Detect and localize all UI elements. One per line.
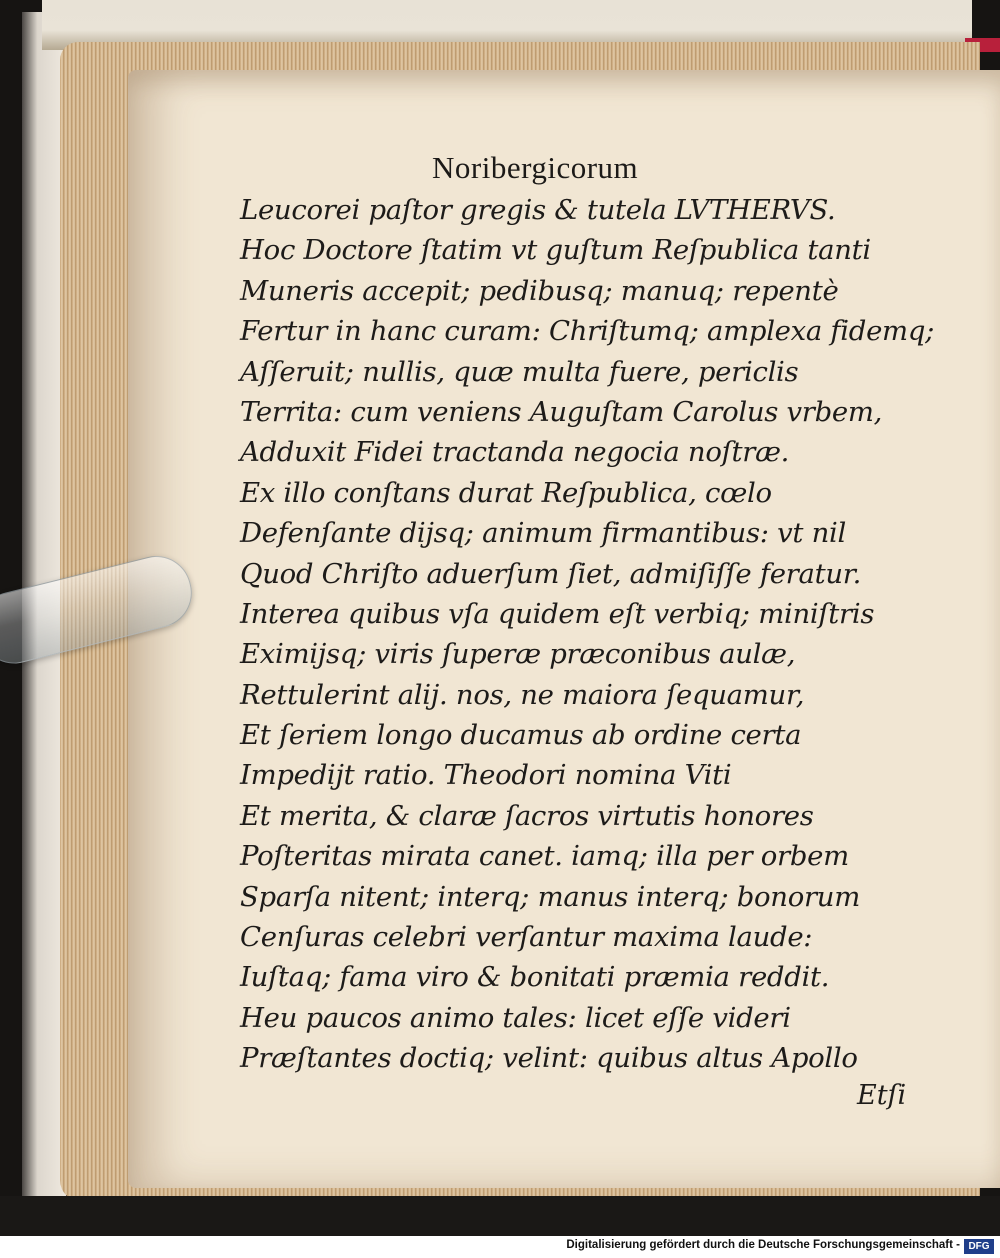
- verse-line: Ex illo conſtans durat Reſpublica, cœlo: [240, 476, 772, 509]
- scan-background-bottom: [0, 1196, 1000, 1236]
- catchword: Etſi: [857, 1080, 907, 1111]
- verse-line: Heu paucos animo tales: licet eſſe videri: [240, 1001, 791, 1034]
- verse-line: Defenſante diјsq; animum firmantibus: vt nil: [240, 517, 847, 550]
- verse-line: Hoc Doctore ſtatim vt guſtum Reſpublica tanti: [240, 234, 871, 267]
- verse-line: Interea quibus vſa quidem eſt verbiq; miniſtris: [240, 597, 875, 630]
- verse-line: Territa: cum veniens Auguſtam Carolus vrbem,: [240, 395, 883, 428]
- footer-bar: [0, 1236, 1000, 1258]
- verse-line: Aſſeruit; nullis, quæ multa fuere, periclis: [240, 355, 799, 388]
- page-running-title: Noribergicorum: [432, 150, 639, 185]
- verse-line: Impediјt ratio. Theodori nomina Viti: [240, 759, 732, 792]
- verse-line: Cenſuras celebri verſantur maxima laude:: [240, 921, 813, 954]
- verse-line: Eximiјsq; viris ſuperæ præconibus aulæ,: [240, 638, 796, 671]
- verse-line: Et merita, & claræ ſacros virtutis honores: [240, 799, 814, 832]
- verse-line: Poſteritas mirata canet. iamq; illa per orbem: [240, 840, 849, 873]
- verse-line: Muneris accepit; pedibusq; manuq; repentè: [240, 274, 839, 307]
- verse-line: Quod Chriſto aduerſum ſiet, admiſiſſe feratur.: [240, 557, 862, 590]
- verse-line: Fertur in hanc curam: Chriſtumq; amplexa fidemq;: [240, 315, 935, 348]
- verse-line: Rettulerint aliј. nos, ne maiora ſequamur,: [240, 678, 805, 711]
- verse-line: Sparſa nitent; interq; manus interq; bonorum: [240, 880, 860, 913]
- digitization-credit: Digitalisierung gefördert durch die Deutsche Forschungsgemeinschaft -: [566, 1239, 960, 1251]
- verse-line: Iuſtaq; fama viro & bonitati præmia reddit.: [240, 961, 830, 994]
- dfg-logo: DFG: [964, 1239, 994, 1254]
- verse-line: Leucorei paſtor gregis & tutela LVTHERVS.: [240, 194, 836, 226]
- verse-line: Et ſeriem longo ducamus ab ordine certa: [240, 719, 802, 752]
- verse-block: [240, 190, 940, 1079]
- verse-line: Adduxit Fidei tractanda negocia noſtræ.: [240, 436, 790, 469]
- verse-line: Præſtantes doctiq; velint: quibus altus Apollo: [240, 1042, 858, 1075]
